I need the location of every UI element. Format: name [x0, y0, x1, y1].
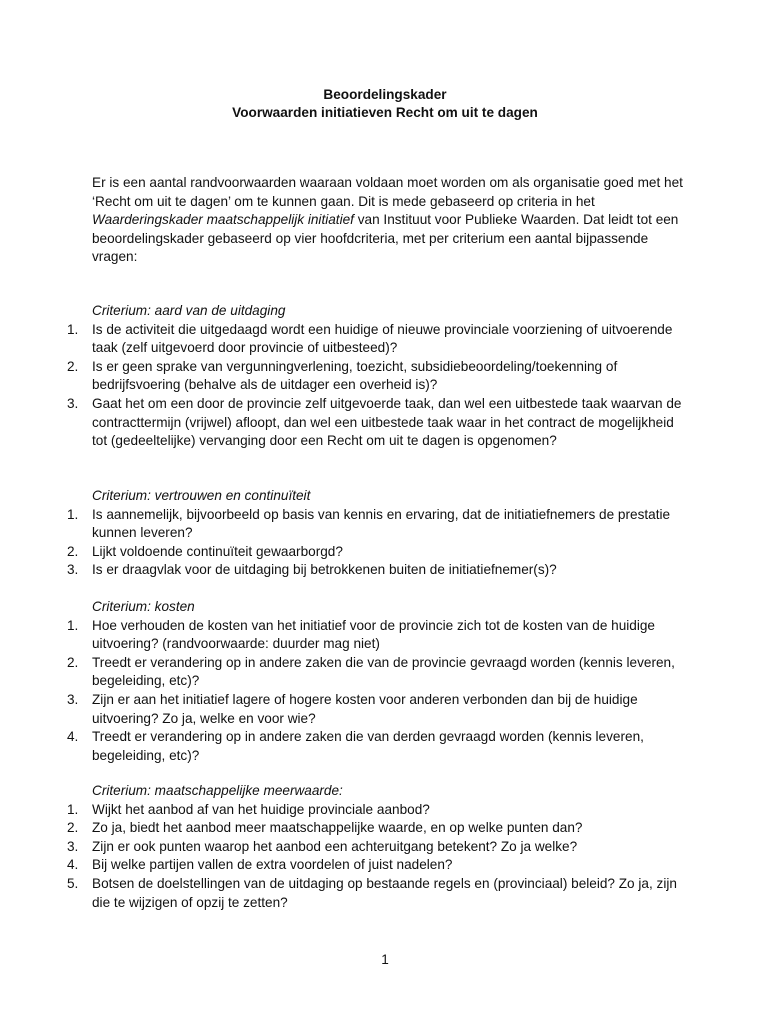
list-item	[0, 617, 682, 654]
list-item	[0, 561, 682, 580]
list-number: 1.	[67, 506, 79, 522]
list-item	[0, 838, 682, 857]
list-item	[0, 358, 682, 395]
list-item	[0, 691, 682, 728]
list-item	[0, 395, 682, 451]
list-item-text: Zijn er ook punten waarop het aanbod een achteruitgang betekent? Zo ja welke?	[92, 838, 578, 854]
list-item	[0, 728, 682, 765]
list-item	[0, 543, 682, 562]
list-item-text: Wijkt het aanbod af van het huidige provinciale aanbod?	[92, 801, 430, 817]
list-number: 5.	[67, 875, 79, 891]
criterion-heading: Criterium: maatschappelijke meerwaarde:	[92, 783, 343, 798]
list-number: 2.	[67, 820, 79, 836]
list-item-text: Zo ja, biedt het aanbod meer maatschappelijke waarde, en op welke punten dan?	[92, 820, 583, 836]
document-title: Beoordelingskader	[323, 87, 447, 102]
list-item-text: Zijn er aan het initiatief lagere of hogere kosten voor anderen verbonden dan bij de huidige uitvoering? Zo ja, welke en voor wie?	[92, 691, 638, 726]
list-number: 2.	[67, 654, 79, 670]
intro-text-part2: van Instituut voor Publieke Waarden. Dat leidt tot een beoordelingskader gebaseerd op vier hoofdcriteria, met per criterium een aantal bijpassende vragen:	[92, 212, 679, 265]
criterion-heading: Criterium: kosten	[92, 599, 195, 614]
intro-text-part1: Er is een aantal randvoorwaarden waaraan voldaan moet worden om als organisatie goed met het ‘Recht om uit te dagen’ om te kunnen gaan. Dit is mede gebaseerd op criteria in het	[92, 175, 683, 209]
list-number: 3.	[67, 395, 79, 411]
list-item	[0, 801, 682, 820]
criterion-heading: Criterium: aard van de uitdaging	[92, 303, 286, 318]
document-subtitle: Voorwaarden initiatieven Recht om uit te dagen	[232, 105, 538, 120]
list-item-text: Botsen de doelstellingen van de uitdaging op bestaande regels en (provinciaal) beleid? Zo ja, zijn die te wijzigen of opzij te zetten?	[92, 875, 677, 910]
list-item-text: Is de activiteit die uitgedaagd wordt een huidige of nieuwe provinciale voorziening of uitvoerende taak (zelf uitgevoerd door provincie of uitbesteed)?	[92, 321, 673, 356]
list-item	[0, 875, 682, 912]
criterion-heading: Criterium: vertrouwen en continuïteit	[92, 488, 311, 503]
page-number: 1	[381, 952, 389, 967]
list-item-text: Hoe verhouden de kosten van het initiatief voor de provincie zich tot de kosten van de huidige uitvoering? (randvoorwaarde: duurder mag niet)	[92, 617, 655, 652]
list-number: 4.	[67, 729, 79, 745]
list-number: 1.	[67, 801, 79, 817]
list-number: 2.	[67, 543, 79, 559]
list-item-text: Lijkt voldoende continuïteit gewaarborgd?	[92, 543, 343, 559]
list-item	[0, 654, 682, 691]
list-number: 2.	[67, 358, 79, 374]
list-item-text: Treedt er verandering op in andere zaken die van derden gevraagd worden (kennis leveren, begeleiding, etc)?	[92, 729, 644, 763]
intro-text-italic: Waarderingskader maatschappelijk initiatief	[92, 212, 354, 228]
list-item	[0, 819, 682, 838]
list-item-text: Gaat het om een door de provincie zelf uitgevoerde taak, dan wel een uitbestede taak waarvan de contracttermijn (vrijwel) afloopt, dan wel een uitbestede taak waar in het contract de mogelijkheid tot (gedeeltelijke) vervanging door een Recht om uit te dagen is opgenomen?	[92, 395, 682, 449]
criterion-section-vertrouwen	[0, 487, 770, 580]
list-number: 3.	[67, 838, 79, 854]
list-item-text: Is er draagvlak voor de uitdaging bij betrokkenen buiten de initiatiefnemer(s)?	[92, 562, 557, 578]
criterion-section-aard	[0, 302, 770, 451]
list-item	[0, 506, 682, 543]
list-item	[0, 856, 682, 875]
list-number: 4.	[67, 857, 79, 873]
list-number: 3.	[67, 691, 79, 707]
intro-paragraph	[92, 174, 692, 267]
list-number: 3.	[67, 562, 79, 578]
list-item-text: Bij welke partijen vallen de extra voordelen of juist nadelen?	[92, 857, 453, 873]
list-number: 1.	[67, 321, 79, 337]
list-item-text: Is aannemelijk, bijvoorbeeld op basis van kennis en ervaring, dat de initiatiefnemers de prestatie kunnen leveren?	[92, 506, 671, 541]
list-item-text: Is er geen sprake van vergunningverlening, toezicht, subsidiebeoordeling/toekenning of bedrijfsvoering (behalve als de uitdager een overheid is)?	[92, 358, 618, 393]
list-item	[0, 321, 682, 358]
criterion-section-kosten	[0, 598, 770, 765]
list-number: 1.	[67, 617, 79, 633]
criterion-section-meerwaarde	[0, 782, 770, 912]
list-item-text: Treedt er verandering op in andere zaken die van de provincie gevraagd worden (kennis leveren, begeleiding, etc)?	[92, 654, 675, 689]
